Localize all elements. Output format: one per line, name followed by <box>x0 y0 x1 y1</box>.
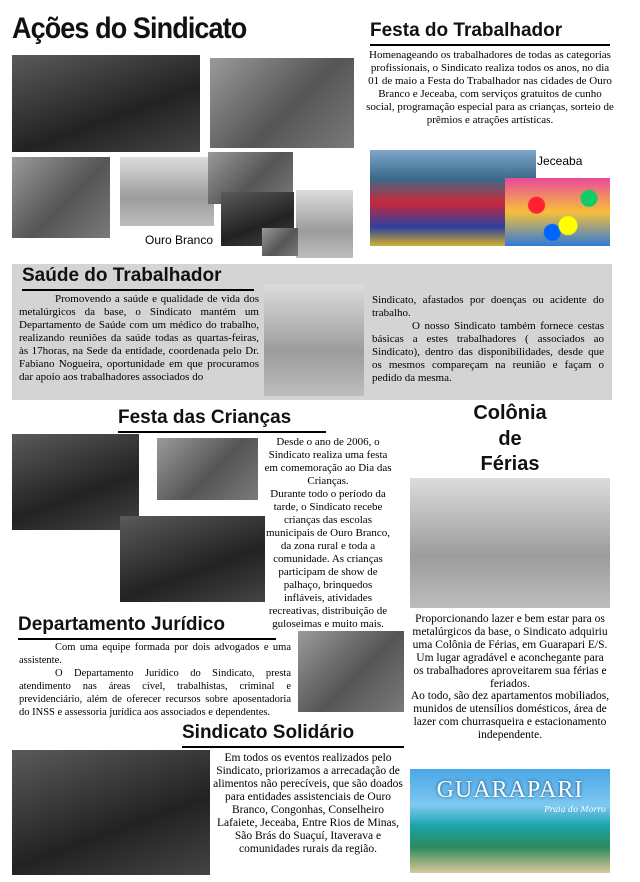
colonia-title-2: de <box>498 428 522 450</box>
saude-text-right-1: Sindicato, afastados por doenças ou acidente do trabalho. <box>372 294 604 319</box>
saude-title: Saúde do Trabalhador <box>22 265 222 286</box>
saude-underline <box>22 289 254 291</box>
colonia-title-3: Férias <box>480 453 540 475</box>
criancas-text-1: Desde o ano de 2006, o Sindicato realiza uma festa em comemoração ao Dia das Crianças. <box>264 436 392 487</box>
festa-trabalhador-text: Homenageando os trabalhadores de todas as categorias profissionais, o Sindicato realiza todos os anos, no dia 01 de maio a Festa do Trabalhador nas cidades de Ouro Branco e Jeceaba, com serviços gratuitos de cunho social, programação especial para as crianças, sorteio de prêmios e atrações artísticas. <box>366 49 614 126</box>
juridico-title: Departamento Jurídico <box>18 614 225 635</box>
photo-check-presentation <box>296 190 353 258</box>
solidario-underline <box>182 746 404 748</box>
criancas-underline <box>118 431 326 433</box>
festa-trabalhador-underline <box>370 44 610 46</box>
saude-text-left: Promovendo a saúde e qualidade de vida dos metalúrgicos da base, o Sindicato mantém um Departamento de Saúde com um médico do trabalho, realizando reuniões da saúde todas as quartas-feiras, às 17horas, na Sede da entidade, coordenada pelo Dr. Fabiano Nogueira, oportunidade em que procuramos dar apoio aos trabalhadores associados do <box>19 293 259 383</box>
juridico-underline <box>18 638 276 640</box>
festa-trabalhador-title: Festa do Trabalhador <box>370 20 563 41</box>
guarapari-logo: GUARAPARI <box>436 777 584 803</box>
photo-food-donation <box>12 750 210 875</box>
photo-children-outdoors <box>120 516 265 602</box>
photo-children-group <box>157 438 258 500</box>
colonia-text-2: Ao todo, são dez apartamentos mobiliados, munidos de utensílios domésticos, área de lazer com churrasqueira e estacionamento independente. <box>410 690 610 741</box>
photo-doctor-portrait <box>264 284 364 396</box>
caption-ouro-branco: Ouro Branco <box>145 233 214 247</box>
photo-ball-pit <box>505 178 610 246</box>
page-title: Ações do Sindicato <box>12 12 247 45</box>
photo-group-celebration <box>12 157 110 238</box>
caption-jeceaba: Jeceaba <box>537 154 583 168</box>
juridico-text-2: O Departamento Jurídico do Sindicato, presta atendimento nas áreas cível, trabalhistas, criminal e previdenciário, além de oferecer recursos sobre aposentadoria do INSS e assessoria jurídica aos associados e dependentes. <box>19 668 291 718</box>
saude-text-right-2: O nosso Sindicato também fornece cestas básicas a estes trabalhadores ( associados ao Sindicato), dentro das disponibilidades, desde que os mesmos compareçam na reunião e façam o pedido da mesma. <box>372 320 604 384</box>
photo-people-with-car <box>210 58 354 148</box>
photo-guarapari-beach <box>410 769 610 873</box>
photo-colonia-building <box>410 478 610 608</box>
juridico-text-1: Com uma equipe formada por dois advogados e uma assistente. <box>19 642 291 666</box>
photo-crowd-ouro-branco <box>12 55 200 152</box>
colonia-title-1: Colônia <box>473 402 547 424</box>
solidario-text: Em todos os eventos realizados pelo Sindicato, priorizamos a arrecadação de alimentos não perecíveis, que são doados para entidades assistenciais de Ouro Branco, Congonhas, Conselheiro Lafaiete, Jeceaba, Entre Rios de Minas, São Brás do Suaçuí, Itaverava e comunidades rurais da região. <box>213 752 403 855</box>
photo-crowd-small <box>262 228 298 256</box>
criancas-text-2: Durante todo o período da tarde, o Sindicato recebe crianças das escolas municipais de Ouro Branco, da zona rural e toda a comunidade. As crianças participam de show de palhaço, brinquedos infláveis, atividades recreativas, distribuição de guloseimas e muito mais. <box>265 488 391 630</box>
criancas-title: Festa das Crianças <box>118 407 292 428</box>
colonia-text-1: Proporcionando lazer e bem estar para os metalúrgicos da base, o Sindicato adquiriu uma Colônia de Férias, em Guarapari E/S. Um lugar agradável e aconchegante para os trabalhadores aproveitarem sua férias e feriados. <box>412 613 608 690</box>
guarapari-sub: Praia do Morro <box>544 805 606 814</box>
photo-lawyers-meeting <box>298 631 404 712</box>
photo-children-playing <box>120 157 214 226</box>
solidario-title: Sindicato Solidário <box>182 722 355 743</box>
